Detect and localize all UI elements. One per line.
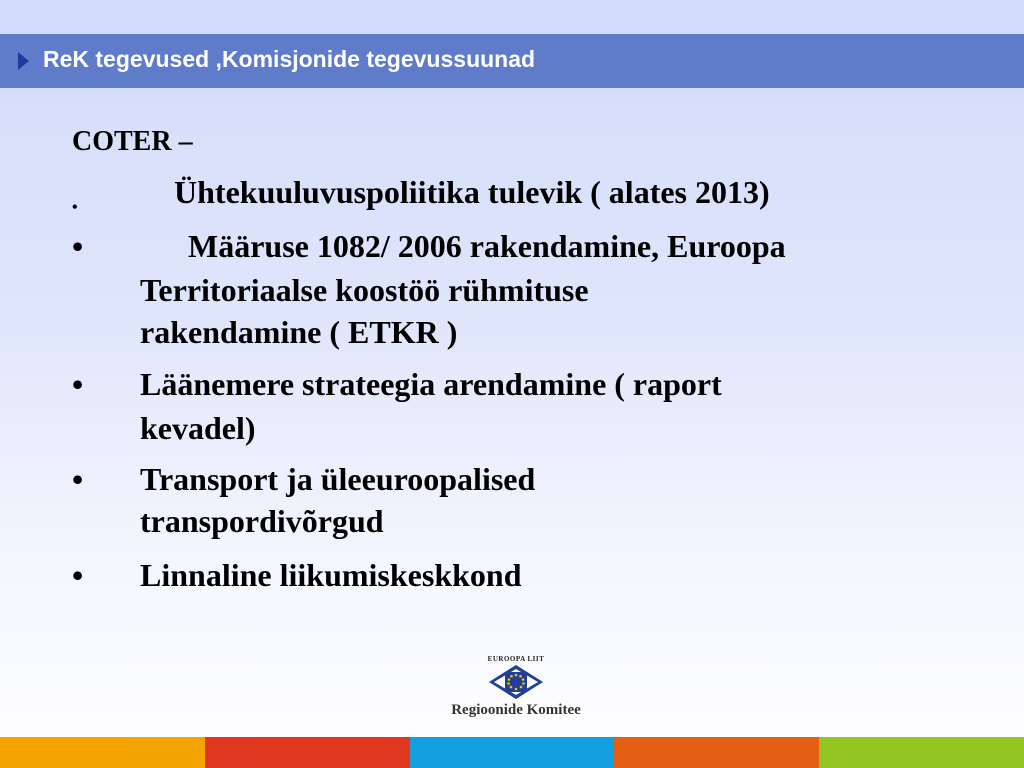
footer-color-bar [0,737,1024,768]
eu-emblem-icon [488,664,544,700]
footer-segment-green [819,737,1024,768]
list-item-text: Ühtekuuluvuspoliitika tulevik ( alates 2013) [174,174,770,210]
list-item-text: Transport ja üleeuroopalised [140,461,536,497]
list-item-text: Linnaline liikumiskeskkond [140,557,522,593]
list-item-text: Territoriaalse koostöö rühmituse [140,272,589,308]
footer-segment-dark-orange [614,737,819,768]
logo-name: Regioonide Komitee [451,702,581,718]
footer-segment-blue [410,737,615,768]
bullet: • [72,461,84,497]
bullet: • [72,228,84,264]
list-item-text: rakendamine ( ETKR ) [140,314,458,350]
bullet: • [72,199,78,216]
list-item-text: Läänemere strateegia arendamine ( raport [140,366,722,402]
bullet: • [72,366,84,402]
list-item-text: Määruse 1082/ 2006 rakendamine, Euroopa [188,228,786,264]
slide-title: ReK tegevused ,Komisjonide tegevussuunad [43,46,536,72]
list-item-text: transpordivõrgud [140,503,384,539]
committee-of-regions-logo [436,652,596,722]
section-heading: COTER – [72,126,193,157]
bullet: • [72,557,84,593]
footer-segment-red [205,737,410,768]
list-item-text: kevadel) [140,410,256,446]
logo-caption: EUROOPA LIIT [487,655,545,663]
footer-segment-orange [0,737,205,768]
